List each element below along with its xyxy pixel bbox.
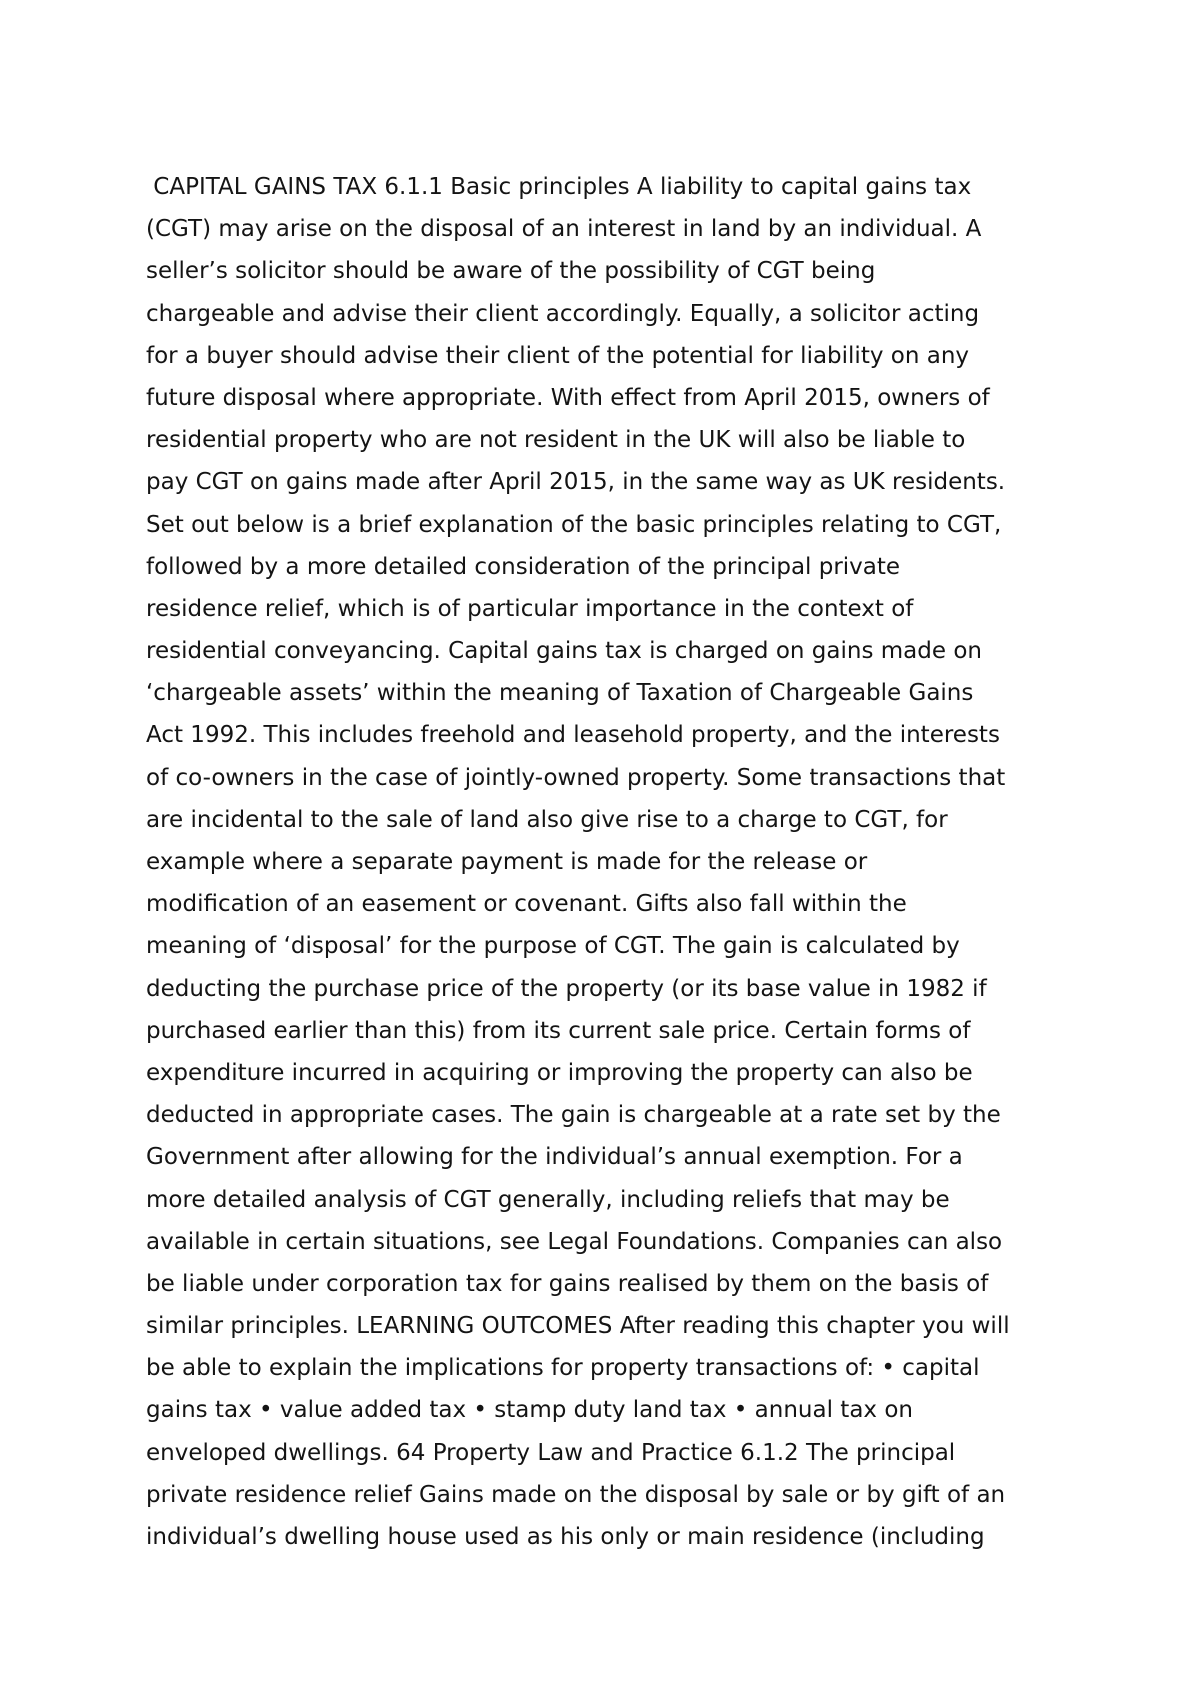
text-line: future disposal where appropriate. With effect from April 2015, owners of [146, 384, 990, 411]
text-line: are incidental to the sale of land also give rise to a charge to CGT, for [146, 806, 948, 833]
text-line: (CGT) may arise on the disposal of an interest in land by an individual. A [146, 216, 982, 243]
text-line: available in certain situations, see Legal Foundations. Companies can also [146, 1228, 1003, 1255]
text-line: modification of an easement or covenant. Gifts also fall within the [146, 891, 907, 918]
text-line: be liable under corporation tax for gains realised by them on the basis of [146, 1270, 989, 1297]
text-line: ‘chargeable assets’ within the meaning of Taxation of Chargeable Gains [146, 680, 974, 707]
body-text [146, 166, 1086, 1558]
text-line: private residence relief Gains made on the disposal by sale or by gift of an [146, 1481, 1006, 1508]
text-line: more detailed analysis of CGT generally, including reliefs that may be [146, 1186, 950, 1213]
text-line: deducting the purchase price of the property (or its base value in 1982 if [146, 975, 987, 1002]
text-line: individual’s dwelling house used as his only or main residence (including [146, 1524, 985, 1550]
text-line: CAPITAL GAINS TAX 6.1.1 Basic principles A liability to capital gains tax [146, 174, 972, 200]
text-line: similar principles. LEARNING OUTCOMES After reading this chapter you will [146, 1313, 1010, 1340]
text-line: followed by a more detailed consideration of the principal private [146, 553, 901, 580]
text-line: for a buyer should advise their client of the potential for liability on any [146, 342, 970, 369]
text-line: Government after allowing for the individual’s annual exemption. For a [146, 1144, 963, 1171]
text-line: residential conveyancing. Capital gains tax is charged on gains made on [146, 638, 982, 665]
text-line: deducted in appropriate cases. The gain is chargeable at a rate set by the [146, 1102, 1001, 1129]
text-line: example where a separate payment is made for the release or [146, 849, 868, 875]
text-line: residential property who are not resident in the UK will also be liable to [146, 427, 966, 454]
text-line: expenditure incurred in acquiring or improving the property can also be [146, 1059, 973, 1086]
text-line: seller’s solicitor should be aware of the possibility of CGT being [146, 258, 876, 285]
text-line: Act 1992. This includes freehold and leasehold property, and the interests [146, 722, 1000, 749]
text-line: residence relief, which is of particular importance in the context of [146, 595, 914, 622]
text-line: gains tax • value added tax • stamp duty land tax • annual tax on [146, 1397, 913, 1424]
text-line: meaning of ‘disposal’ for the purpose of CGT. The gain is calculated by [146, 933, 960, 960]
text-line: purchased earlier than this) from its current sale price. Certain forms of [146, 1017, 971, 1044]
text-line: be able to explain the implications for property transactions of: • capital [146, 1355, 980, 1382]
text-line: Set out below is a brief explanation of the basic principles relating to CGT, [146, 511, 1002, 538]
text-line: enveloped dwellings. 64 Property Law and Practice 6.1.2 The principal [146, 1439, 956, 1466]
text-line: pay CGT on gains made after April 2015, in the same way as UK residents. [146, 469, 1006, 496]
text-line: chargeable and advise their client accordingly. Equally, a solicitor acting [146, 300, 980, 327]
text-line: of co-owners in the case of jointly-owned property. Some transactions that [146, 764, 1006, 791]
